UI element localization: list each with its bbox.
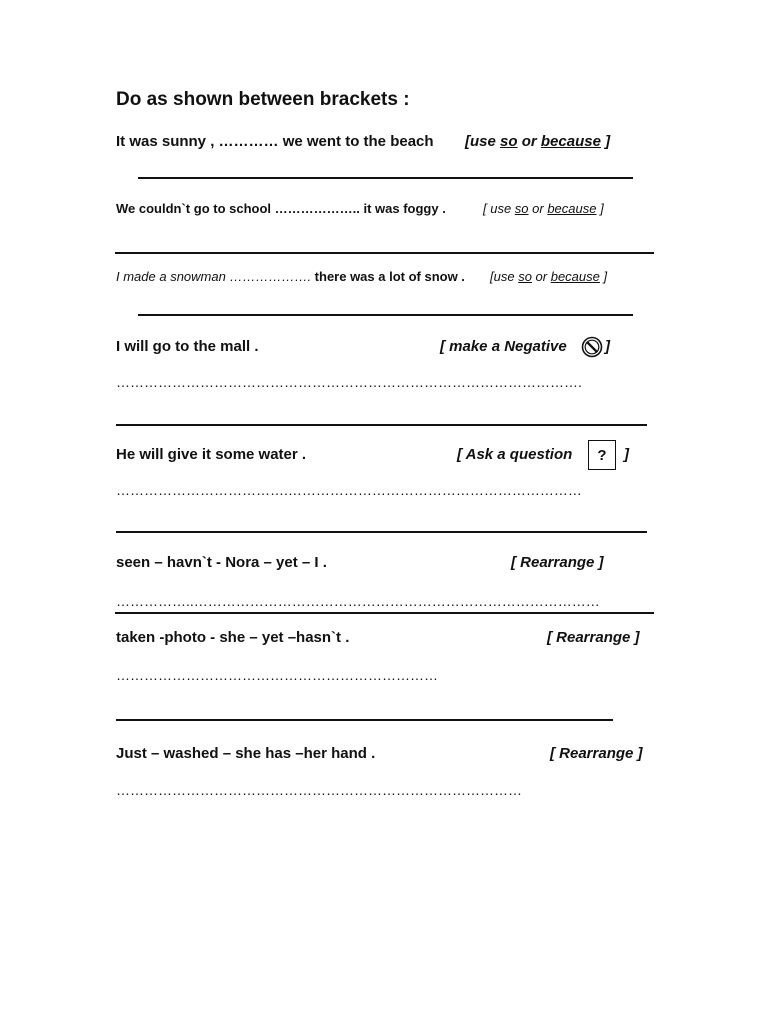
- q3-instr-or: or: [531, 269, 551, 284]
- q5-dotted-answer[interactable]: ……………………………….………………………………………………………: [116, 482, 582, 498]
- q3-answer-line[interactable]: [138, 314, 633, 316]
- q3-sentence: [116, 269, 465, 284]
- q7-sentence: taken -photo - she – yet –hasn`t .: [116, 629, 350, 646]
- q5-instruction: [ Ask a question: [457, 446, 573, 463]
- no-symbol-icon: [581, 336, 603, 358]
- q3-sentence-end: there was a lot of snow .: [314, 269, 465, 284]
- q6-instruction: [ Rearrange ]: [511, 554, 604, 571]
- q6-answer-line[interactable]: [115, 612, 654, 614]
- q8-dotted-answer[interactable]: ……………………………………………………………………………: [116, 782, 522, 798]
- q1-instruction: [465, 133, 610, 150]
- q4-instr-open: [ make a Negative: [440, 338, 567, 355]
- q2-instr-open: [ use: [483, 201, 515, 216]
- q6-dotted-answer[interactable]: ……………..……………………………………………………………………………: [116, 593, 600, 609]
- q3-sentence-start: I made a snowman ……………….: [116, 269, 315, 284]
- q2-sentence: We couldn`t go to school ……………….. it was foggy .: [116, 201, 446, 216]
- q2-instruction: [483, 201, 604, 216]
- q4-dotted-answer[interactable]: ……………………………………………………………………………………….: [116, 374, 582, 390]
- q2-instr-because: because: [547, 201, 597, 216]
- q1-instr-close: ]: [600, 133, 611, 150]
- q8-sentence: Just – washed – she has –her hand .: [116, 745, 376, 762]
- q4-sentence: I will go to the mall .: [116, 338, 259, 355]
- q3-instr-so: so: [518, 269, 532, 284]
- q8-instruction: [ Rearrange ]: [550, 745, 643, 762]
- q1-instr-open: [use: [465, 133, 501, 150]
- q7-answer-line[interactable]: [116, 719, 613, 721]
- q6-sentence: seen – havn`t - Nora – yet – I .: [116, 554, 327, 571]
- page-title: Do as shown between brackets :: [116, 89, 410, 110]
- question-mark-box-icon: ?: [588, 440, 616, 470]
- q1-instr-because: because: [540, 133, 601, 150]
- q1-answer-line[interactable]: [138, 177, 633, 179]
- q1-instr-or: or: [517, 133, 541, 150]
- q5-sentence: He will give it some water .: [116, 446, 307, 463]
- q3-instr-close: ]: [599, 269, 608, 284]
- q2-answer-line[interactable]: [115, 252, 654, 254]
- q4-answer-line[interactable]: [116, 424, 647, 426]
- q1-instr-so: so: [500, 133, 518, 150]
- q4-instr-close: ]: [605, 338, 610, 355]
- q2-instr-close: ]: [596, 201, 604, 216]
- q2-instr-or: or: [528, 201, 548, 216]
- q5-answer-line[interactable]: [116, 531, 647, 533]
- q3-instr-because: because: [550, 269, 600, 284]
- q1-sentence: It was sunny , ………… we went to the beach: [116, 133, 434, 150]
- q2-instr-so: so: [514, 201, 529, 216]
- q4-instruction: [440, 338, 567, 355]
- q7-instruction: [ Rearrange ]: [547, 629, 640, 646]
- q3-instruction: [490, 269, 607, 284]
- q3-instr-open: [use: [490, 269, 519, 284]
- q5-instr-close: ]: [624, 446, 629, 463]
- q7-dotted-answer[interactable]: ……………………………………………………………: [116, 667, 438, 683]
